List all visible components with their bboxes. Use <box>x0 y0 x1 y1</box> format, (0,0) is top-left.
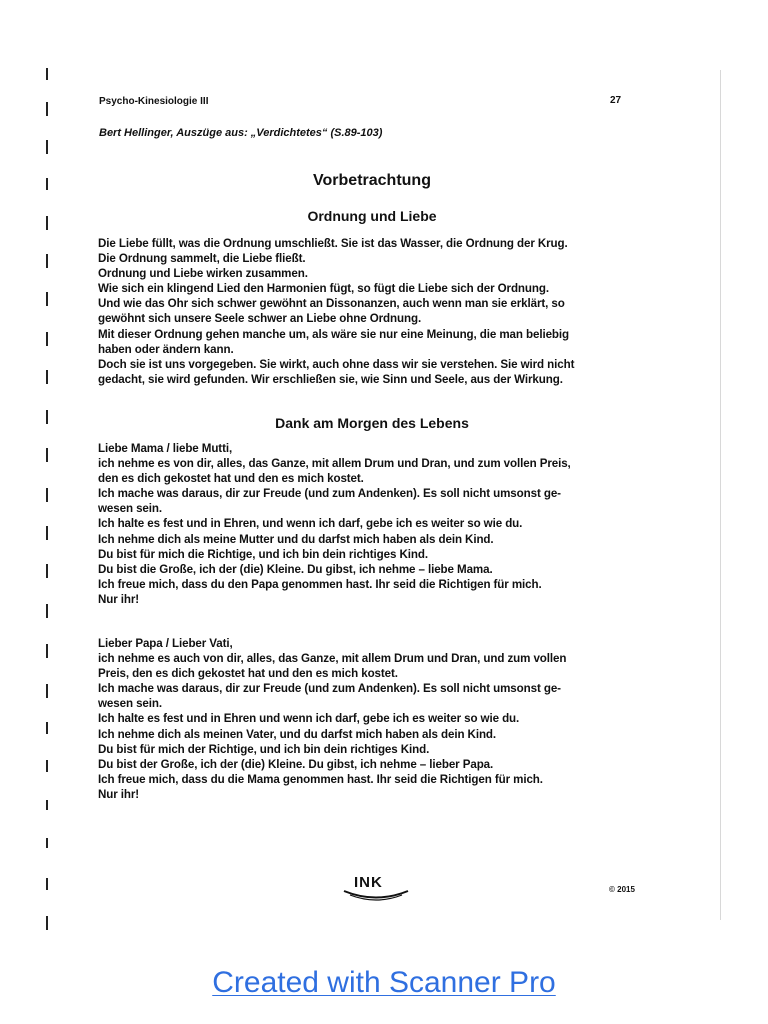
running-header: Psycho-Kinesiologie III <box>99 96 209 107</box>
page-number: 27 <box>610 95 622 106</box>
text-line: Ich freue mich, dass du die Mama genommen hast. Ihr seid die Richtigen für mich. <box>98 772 543 786</box>
text-line: Ich nehme dich als meine Mutter und du darfst mich haben als dein Kind. <box>98 532 494 546</box>
binding-mark <box>46 644 48 658</box>
scanner-pro-link[interactable]: Created with Scanner Pro <box>212 966 556 999</box>
text-line: wesen sein. <box>98 697 162 711</box>
text-line: Lieber Papa / Lieber Vati, <box>98 637 233 650</box>
text-line: Wie sich ein klingend Lied den Harmonien fügt, so fügt die Liebe sich der Ordnung. <box>98 282 549 296</box>
text-line: Doch sie ist uns vorgegeben. Sie wirkt, auch ohne dass wir sie verstehen. Sie wird nicht <box>98 357 575 371</box>
text-line: Mit dieser Ordnung gehen manche um, als wäre sie nur eine Meinung, die man beliebig <box>98 327 570 341</box>
paragraph-mother <box>98 441 646 607</box>
binding-mark <box>46 526 48 540</box>
logo-text: INK <box>354 874 383 891</box>
text-line: ich nehme es von dir, alles, das Ganze, mit allem Drum und Dran, und zum vollen Preis, <box>98 457 571 471</box>
binding-mark <box>46 140 48 154</box>
text-line: Nur ihr! <box>98 592 140 606</box>
text-line: Du bist die Große, ich der (die) Kleine. Du gibst, ich nehme – liebe Mama. <box>98 562 493 576</box>
binding-mark <box>46 332 48 346</box>
logo-swoosh-icon <box>340 874 412 902</box>
binding-mark <box>46 878 48 890</box>
binding-mark <box>46 838 48 848</box>
binding-mark <box>46 684 48 698</box>
text-line: gedacht, sie wird gefunden. Wir erschließen sie, wie Sinn und Seele, aus der Wirkung. <box>98 372 563 386</box>
text-line: Ich freue mich, dass du den Papa genommen hast. Ihr seid die Richtigen für mich. <box>98 577 542 591</box>
text-line: Ich mache was daraus, dir zur Freude (und zum Andenken). Es soll nicht umsonst ge- <box>98 682 561 696</box>
binding-marks <box>44 60 50 940</box>
text-line: Ich nehme dich als meinen Vater, und du darfst mich haben als dein Kind. <box>98 727 497 741</box>
section-heading-thanks: Dank am Morgen des Lebens <box>275 415 469 431</box>
ink-logo <box>340 874 412 902</box>
text-line: Die Ordnung sammelt, die Liebe fließt. <box>98 252 306 266</box>
text-line: Preis, den es dich gekostet hat und den es mich kostet. <box>98 667 398 681</box>
binding-mark <box>46 760 48 772</box>
binding-mark <box>46 102 48 116</box>
binding-mark <box>46 722 48 734</box>
text-line: Liebe Mama / liebe Mutti, <box>98 442 233 455</box>
text-line: wesen sein. <box>98 502 162 516</box>
section-heading-order-and-love: Ordnung und Liebe <box>307 208 437 224</box>
binding-mark <box>46 800 48 810</box>
text-line: Nur ihr! <box>98 787 140 801</box>
text-line: haben oder ändern kann. <box>98 342 234 356</box>
paragraph-order-and-love <box>98 236 646 387</box>
binding-mark <box>46 488 48 502</box>
binding-mark <box>46 448 48 462</box>
text-line: den es dich gekostet hat und den es mich kostet. <box>98 472 364 486</box>
binding-mark <box>46 564 48 578</box>
text-line: Ich halte es fest und in Ehren, und wenn ich darf, gebe ich es weiter so wie du. <box>98 517 523 531</box>
binding-mark <box>46 370 48 384</box>
text-line: Ordnung und Liebe wirken zusammen. <box>98 267 308 281</box>
text-line: ich nehme es auch von dir, alles, das Ganze, mit allem Drum und Dran, und zum vollen <box>98 652 567 666</box>
text-line: Und wie das Ohr sich schwer gewöhnt an Dissonanzen, auch wenn man sie erklärt, so <box>98 297 565 311</box>
paragraph-father <box>98 636 646 802</box>
text-line: Du bist für mich die Richtige, und ich bin dein richtiges Kind. <box>98 547 428 561</box>
binding-mark <box>46 68 48 80</box>
text-line: Du bist für mich der Richtige, und ich bin dein richtiges Kind. <box>98 742 430 756</box>
page-edge <box>720 70 721 920</box>
text-line: Du bist der Große, ich der (die) Kleine. Du gibst, ich nehme – lieber Papa. <box>98 757 494 771</box>
binding-mark <box>46 292 48 306</box>
binding-mark <box>46 916 48 930</box>
text-line: gewöhnt sich unsere Seele schwer an Liebe ohne Ordnung. <box>98 312 422 326</box>
source-citation: Bert Hellinger, Auszüge aus: „Verdichtetes“ (S.89-103) <box>99 127 383 139</box>
binding-mark <box>46 604 48 618</box>
page-title: Vorbetrachtung <box>313 172 431 189</box>
binding-mark <box>46 254 48 268</box>
text-line: Ich halte es fest und in Ehren und wenn ich darf, gebe ich es weiter so wie du. <box>98 712 520 726</box>
copyright-notice: © 2015 <box>609 885 635 894</box>
text-line: Ich mache was daraus, dir zur Freude (und zum Andenken). Es soll nicht umsonst ge- <box>98 487 561 501</box>
text-line: Die Liebe füllt, was die Ordnung umschließt. Sie ist das Wasser, die Ordnung der Krug. <box>98 237 568 250</box>
